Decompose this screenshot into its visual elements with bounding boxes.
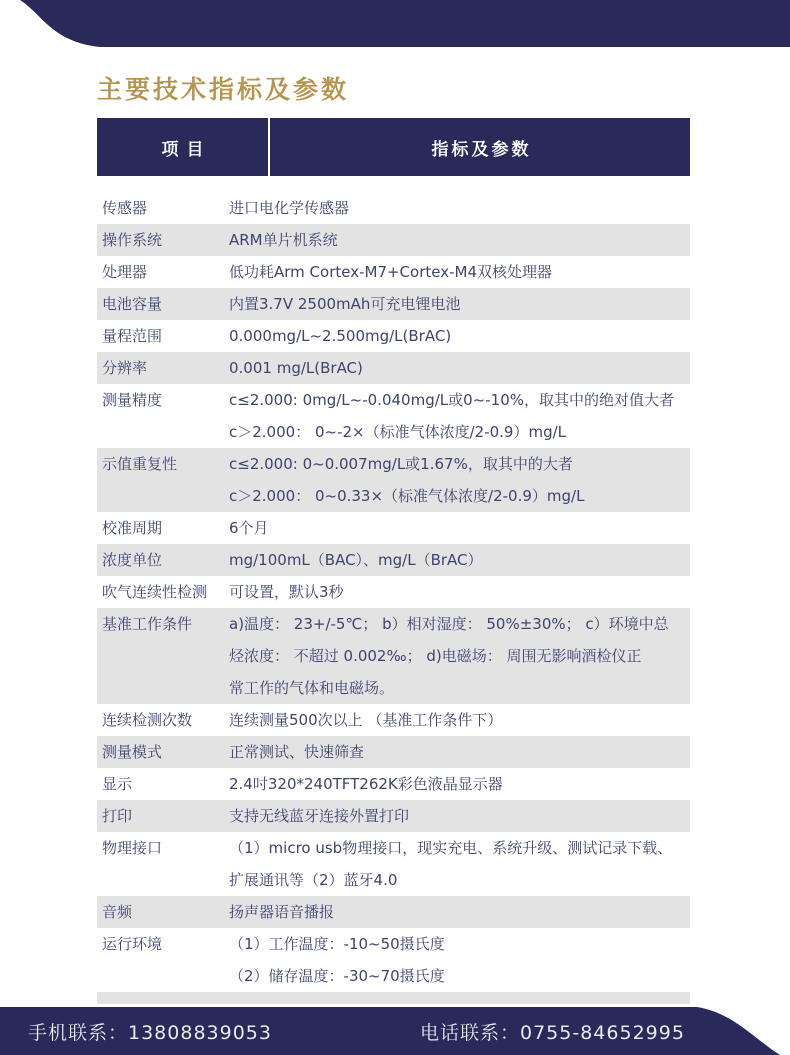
row-value: mg/100mL（BAC）、mg/L（BrAC） — [229, 551, 483, 569]
row-value: （1）工作温度：-10~50摄氏度 — [229, 935, 445, 953]
table-row — [97, 896, 690, 928]
table-header — [97, 118, 690, 176]
table-row — [97, 224, 690, 256]
row-label: 示值重复性 — [102, 455, 178, 473]
row-label: 浓度单位 — [102, 551, 163, 569]
footer-mobile-contact: 手机联系：13808839053 — [28, 1022, 272, 1044]
row-value: c＞2.000： 0~0.33×（标准气体浓度/2-0.9）mg/L — [229, 487, 585, 505]
table-row — [97, 288, 690, 320]
table-row — [97, 192, 690, 224]
row-value: 烃浓度： 不超过 0.002‰； d)电磁场： 周围无影响酒检仪正 — [229, 647, 642, 665]
row-label: 显示 — [102, 775, 133, 793]
row-label: 音频 — [102, 903, 133, 921]
row-value: 连续测量500次以上 （基准工作条件下） — [229, 711, 503, 729]
table-row — [97, 608, 690, 704]
row-label: 操作系统 — [102, 231, 163, 249]
row-value: a)温度： 23+/-5℃； b）相对湿度： 50%±30%； c）环境中总 — [229, 615, 669, 633]
table-row — [97, 512, 690, 544]
row-label: 测量精度 — [102, 391, 163, 409]
table-row — [97, 800, 690, 832]
table-row-empty — [97, 992, 690, 1004]
row-label: 传感器 — [102, 199, 148, 217]
table-row — [97, 832, 690, 896]
row-value: 2.4吋320*240TFT262K彩色液晶显示器 — [229, 775, 503, 793]
row-value: c＞2.000： 0~-2×（标准气体浓度/2-0.9）mg/L — [229, 423, 567, 441]
table-row — [97, 768, 690, 800]
row-label: 连续检测次数 — [102, 711, 193, 729]
table-row — [97, 320, 690, 352]
table-row — [97, 576, 690, 608]
row-value: c≤2.000: 0mg/L~-0.040mg/L或0~-10%，取其中的绝对值大者 — [229, 391, 674, 409]
row-label: 测量模式 — [102, 743, 163, 761]
table-row — [97, 384, 690, 448]
row-value: 内置3.7V 2500mAh可充电锂电池 — [229, 295, 461, 313]
row-value: 扩展通讯等（2）蓝牙4.0 — [229, 871, 398, 889]
row-value: 6个月 — [229, 519, 269, 537]
row-value: 进口电化学传感器 — [229, 199, 350, 217]
table-row — [97, 256, 690, 288]
column-header-item: 项目 — [97, 118, 270, 176]
column-header-spec: 指标及参数 — [431, 139, 532, 160]
row-value: （1）micro usb物理接口，现实充电、系统升级、测试记录下载、 — [229, 839, 673, 857]
page-title: 主要技术指标及参数 — [97, 75, 350, 104]
table-row — [97, 352, 690, 384]
row-value: ARM单片机系统 — [229, 231, 338, 249]
row-label: 打印 — [102, 807, 133, 825]
footer-phone-contact: 电话联系：0755-84652995 — [420, 1022, 685, 1044]
row-value: 正常测试、快速筛查 — [229, 743, 365, 761]
row-label: 校准周期 — [102, 519, 163, 537]
top-corner-band — [0, 0, 790, 47]
table-row — [97, 544, 690, 576]
row-value: 可设置，默认3秒 — [229, 583, 344, 601]
row-label: 量程范围 — [102, 327, 163, 345]
table-row — [97, 928, 690, 992]
table-body — [97, 192, 690, 1004]
row-label: 物理接口 — [102, 839, 163, 857]
table-row — [97, 736, 690, 768]
row-label: 吹气连续性检测 — [102, 583, 208, 601]
row-value: 扬声器语音播报 — [229, 903, 335, 921]
row-value: （2）储存温度：-30~70摄氏度 — [229, 967, 445, 985]
row-label: 基准工作条件 — [102, 615, 193, 633]
spec-table — [97, 118, 690, 1004]
row-value: 0.001 mg/L(BrAC) — [229, 359, 363, 377]
row-value: c≤2.000: 0~0.007mg/L或1.67%，取其中的大者 — [229, 455, 573, 473]
row-value: 低功耗Arm Cortex-M7+Cortex-M4双核处理器 — [229, 263, 552, 281]
row-label: 电池容量 — [102, 295, 163, 313]
table-row — [97, 448, 690, 512]
row-label: 处理器 — [102, 263, 148, 281]
row-value: 支持无线蓝牙连接外置打印 — [229, 807, 410, 825]
table-row — [97, 704, 690, 736]
row-label: 分辨率 — [102, 359, 148, 377]
row-value: 0.000mg/L~2.500mg/L(BrAC) — [229, 327, 452, 345]
row-value: 常工作的气体和电磁场。 — [229, 679, 395, 697]
row-label: 运行环境 — [102, 935, 163, 953]
